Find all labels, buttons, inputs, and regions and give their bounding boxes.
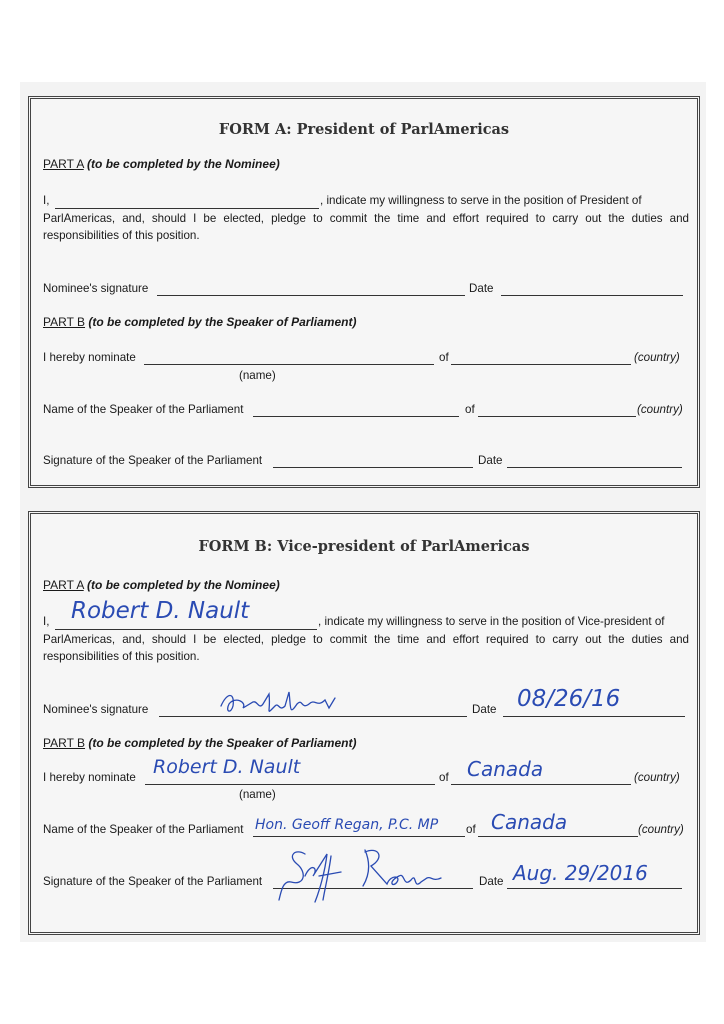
date-label: Date xyxy=(469,282,494,295)
form-a xyxy=(28,96,700,488)
nominee-date-blank[interactable] xyxy=(503,716,685,717)
part-a-note: (to be completed by the Nominee) xyxy=(87,157,280,171)
nominee-date-blank[interactable] xyxy=(501,295,683,296)
part-a-prefix: I, xyxy=(43,615,50,628)
speaker-date-blank[interactable] xyxy=(507,467,682,468)
form-a-part-a-heading xyxy=(43,157,280,171)
date-label: Date xyxy=(478,454,503,467)
form-b xyxy=(28,511,700,935)
part-b-lead: PART B xyxy=(43,315,86,329)
speaker-country-blank[interactable] xyxy=(478,836,638,837)
date-label: Date xyxy=(472,703,497,716)
speaker-date-blank[interactable] xyxy=(507,888,682,889)
of-label: of xyxy=(465,403,475,416)
speaker-signature xyxy=(275,842,447,906)
part-b-note: (to be completed by the Speaker of Parliament) xyxy=(88,736,357,750)
speaker-date-handwritten: Aug. 29/2016 xyxy=(513,861,648,885)
nominated-country-blank[interactable] xyxy=(451,364,631,365)
speaker-signature-label: Signature of the Speaker of the Parliament xyxy=(43,875,263,888)
form-a-part-b-heading xyxy=(43,315,356,329)
nominated-name-blank[interactable] xyxy=(145,784,435,785)
part-a-note: (to be completed by the Nominee) xyxy=(87,578,280,592)
part-a-text-1: , indicate my willingness to serve in the position of President of xyxy=(320,194,642,207)
part-a-text-2: ParlAmericas, and, should I be elected, pledge to commit the time and effort required to carry out the duties and responsibilities of this position. xyxy=(43,633,689,663)
part-a-lead: PART A xyxy=(43,578,84,592)
part-a-text-1: , indicate my willingness to serve in the position of Vice-president of xyxy=(318,615,665,628)
speaker-name-label: Name of the Speaker of the Parliament xyxy=(43,823,244,836)
nominee-signature-label: Nominee's signature xyxy=(43,703,149,716)
part-a-lead: PART A xyxy=(43,157,84,171)
form-b-part-b-heading xyxy=(43,736,356,750)
nominee-signature-label: Nominee's signature xyxy=(43,282,149,295)
date-label: Date xyxy=(479,875,504,888)
nominee-name-blank[interactable] xyxy=(55,629,317,630)
country-label: (country) xyxy=(634,771,680,784)
country-label: (country) xyxy=(634,351,680,364)
speaker-name-label: Name of the Speaker of the Parliament xyxy=(43,403,244,416)
speaker-country-blank[interactable] xyxy=(478,416,636,417)
part-a-text-2: ParlAmericas, and, should I be elected, pledge to commit the time and effort required to carry out the duties and responsibilities of this position. xyxy=(43,212,689,242)
form-a-title: FORM A: President of ParlAmericas xyxy=(218,121,510,138)
nominated-name-handwritten: Robert D. Nault xyxy=(153,756,301,778)
speaker-name-handwritten: Hon. Geoff Regan, P.C. MP xyxy=(255,817,439,833)
hereby-nominate-label: I hereby nominate xyxy=(43,771,136,784)
speaker-country-handwritten: Canada xyxy=(491,810,568,834)
nominated-country-blank[interactable] xyxy=(451,784,631,785)
nominee-signature xyxy=(217,688,347,720)
nominee-date-handwritten: 08/26/16 xyxy=(517,686,621,712)
nominee-name-blank[interactable] xyxy=(55,208,319,209)
part-b-note: (to be completed by the Speaker of Parliament) xyxy=(88,315,357,329)
of-label: of xyxy=(439,771,449,784)
country-label: (country) xyxy=(638,823,684,836)
speaker-signature-label: Signature of the Speaker of the Parliament xyxy=(43,454,263,467)
nominated-name-blank[interactable] xyxy=(144,364,434,365)
speaker-signature-blank[interactable] xyxy=(273,467,473,468)
hereby-nominate-label: I hereby nominate xyxy=(43,351,136,364)
part-b-lead: PART B xyxy=(43,736,86,750)
speaker-name-blank[interactable] xyxy=(253,836,465,837)
form-b-title: FORM B: Vice-president of ParlAmericas xyxy=(198,538,530,555)
nominee-signature-blank[interactable] xyxy=(157,295,465,296)
country-label: (country) xyxy=(637,403,683,416)
form-b-part-a-heading xyxy=(43,578,280,592)
nominee-name-handwritten: Robert D. Nault xyxy=(71,598,250,624)
of-label: of xyxy=(466,823,476,836)
nominated-country-handwritten: Canada xyxy=(467,757,544,781)
of-label: of xyxy=(439,351,449,364)
part-a-prefix: I, xyxy=(43,194,50,207)
name-label: (name) xyxy=(239,788,276,801)
name-label: (name) xyxy=(239,369,276,382)
speaker-name-blank[interactable] xyxy=(253,416,459,417)
